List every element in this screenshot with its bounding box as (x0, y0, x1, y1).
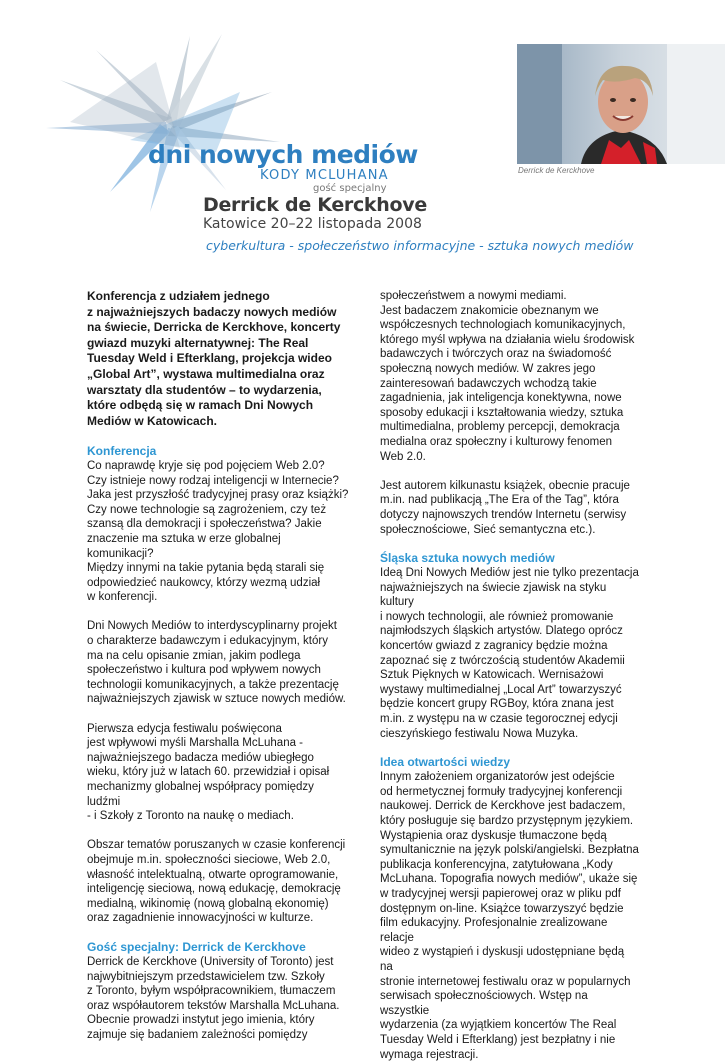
festival-logo (40, 22, 300, 222)
section-heading-konferencja: Konferencja (87, 443, 157, 458)
paragraph: Co naprawdę kryje się pod pojęciem Web 2.0? Czy istnieje nowy rodzaj inteligencji w Internecie? Jaka jest przyszłość tradycyjnej prasy oraz książki? Czy nowe technologie są zagrożeniem, czy też szansą dla demokracji i społeczeństwa? Jakie znaczenie ma sztuka w erze globalnej komunikacji? Między innymi na takie pytania będą starali się odpowiedzieć naukowcy, którzy wezmą udział w konferencji. (87, 459, 349, 604)
paragraph: społeczeństwem a nowymi mediami. Jest badaczem znakomicie obeznanym we współczesnych technologiach komunikacyjnych, którego myśl wpływa na działania wielu środowisk badawczych i twórczych oraz na świadomość społeczną nowych mediów. W zakres jego zainteresowań badawczych wchodzą takie zagadnienia, jak inteligencja konektywna, nowe sposoby edukacji i kształtowania wiedzy, sztuka multimedialna, problemy percepcji, demokracja medialna oraz społeczny i kulturowy fenomen Web 2.0. (380, 290, 635, 463)
paragraph: Dni Nowych Mediów to interdyscyplinarny projekt o charakterze badawczym i edukacyjnym, który ma na celu opisanie zmian, jakim podlega społeczeństwo i kultura pod wpływem nowych technologii komunikacyjnych, a także prezentację najważniejszych zjawisk w sztuce nowych mediów. (87, 620, 346, 706)
guest-name: Derrick de Kerckhove (203, 194, 427, 216)
section-heading-guest: Gość specjalny: Derrick de Kerckhove (87, 939, 306, 954)
paragraph: Obszar tematów poruszanych w czasie konferencji obejmuje m.in. społeczności sieciowe, Web 2.0, własność intelektualną, otwarte oprogramowanie, inteligencję sieciową, nową edukację, demokrację medialną, wikinomię (nową globalną ekonomię) oraz zagadnienie innowacyjności w kulturze. (87, 839, 346, 925)
event-subtitle: KODY MCLUHANA (260, 168, 389, 183)
tagline: cyberkultura - społeczeństwo informacyjne - sztuka nowych mediów (206, 238, 634, 253)
portrait-photo (517, 44, 725, 164)
section-heading-open-knowledge: Idea otwartości wiedzy (380, 755, 511, 770)
photo-caption: Derrick de Kerckhove (518, 166, 595, 175)
left-column (87, 289, 349, 1043)
right-column (380, 289, 640, 1062)
intro-paragraph: Konferencja z udziałem jednego z najważniejszych badaczy nowych mediów na świecie, Derricka de Kerckhove, koncerty gwiazd muzyki alternatywnej: The Real Tuesday Weld i Efterklang, projekcja wideo „Global Art”, wystawa multimedialna oraz warsztaty dla studentów – to wydarzenia, które odbędą się w ramach Dni Nowych Mediów w Katowicach. (87, 289, 341, 428)
paragraph: Innym założeniem organizatorów jest odejście od hermetycznej formuły tradycyjnej konferencji naukowej. Derrick de Kerckhove jest badaczem, który posługuje się bardzo przystępnym językiem. Wystąpienia oraz dyskusje tłumaczone będą symultanicznie na język polski/angielski. Bezpłatna publikacja konferencyjna, zatytułowana „Kody McLuhana. Topografia nowych mediów”, ukaże się w tradycyjnej wersji papierowej oraz w pliku pdf dostępnym on-line. Książce towarzyszyć będzie film edukacyjny. Profesjonalnie zrealizowane relacje wideo z wystąpień i dyskusji udostępniane będą na stronie internetowej festiwalu oraz w popularnych serwisach społecznościowych. Wstęp na wszystkie wydarzenia (za wyjątkiem koncertów The Real Tuesday Weld i Efterklang) jest bezpłatny i nie wymaga rejestracji. (380, 771, 639, 1061)
paragraph: Ideą Dni Nowych Mediów jest nie tylko prezentacja najważniejszych na świecie zjawisk na styku kultury i nowych technologii, ale również promowanie najmłodszych śląskich artystów. Dlatego oprócz koncertów gwiazd z zagranicy będzie można zapoznać się z twórczością studentów Akademii Sztuk Pięknych w Katowicach. Wernisażowi wystawy multimedialnej „Local Art” towarzyszyć będzie koncert grupy RGBoy, która znana jest m.in. z występu na w czasie tegorocznej edycji cieszyńskiego festiwalu Nowa Muzyka. (380, 567, 639, 740)
paragraph: Pierwsza edycja festiwalu poświęcona jest wpływowi myśli Marshalla McLuhana - najważniejszego badacza mediów ubiegłego wieku, który już w latach 60. przewidział i opisał mechanizmy globalnej współpracy pomiędzy ludźmi - i Szkoły z Toronto na naukę o mediach. (87, 722, 330, 823)
event-title: dni nowych mediów (148, 140, 418, 169)
paragraph: Jest autorem kilkunastu książek, obecnie pracuje m.in. nad publikacją „The Era of the Tag”, która dotyczy najnowszych trendów Internetu (serwisy społecznościowe, Sieć semantyczna etc.). (380, 479, 630, 536)
section-heading-silesian-art: Śląska sztuka nowych mediów (380, 551, 555, 566)
paragraph: Derrick de Kerckhove (University of Toronto) jest najwybitniejszym przedstawicielem tzw. Szkoły z Toronto, byłym współpracownikiem, tłumaczem oraz współautorem tekstów Marshalla McLuhana. Obecnie prowadzi instytut jego imienia, który zajmuje się badaniem zależności pomiędzy (87, 955, 340, 1041)
event-dates: Katowice 20–22 listopada 2008 (203, 216, 422, 232)
guest-label: gość specjalny (313, 183, 387, 194)
